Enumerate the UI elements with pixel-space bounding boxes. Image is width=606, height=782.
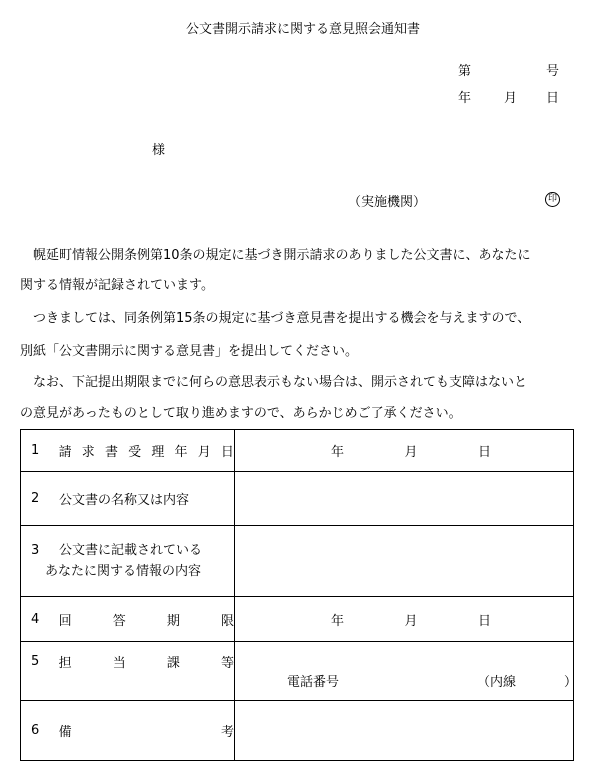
body-line-6: の意見があったものとして取り進めますので、あらかじめご了承ください。 [20, 406, 462, 421]
table-row-document-name [21, 472, 574, 526]
label-char: 備 [58, 725, 72, 740]
value-year: 年 [331, 445, 345, 460]
table-row-remarks [21, 701, 574, 761]
phone-label: 電話番号 [287, 675, 340, 690]
row-number: 5 [31, 654, 40, 669]
date-year: 年 [458, 91, 472, 106]
row-label-text [59, 721, 234, 740]
info-table [20, 429, 577, 761]
number-prefix: 第 [458, 64, 472, 79]
seal-mark: 印 [545, 192, 560, 207]
row-number: 1 [31, 443, 40, 458]
body-line-5: なお、下記提出期限までに何らの意思表示もない場合は、開示されても支障はないと [20, 375, 528, 390]
label-char: 回 [58, 613, 72, 629]
table-row-department [21, 642, 574, 701]
label-char: 課 [166, 656, 180, 671]
label-char: 日 [220, 445, 234, 460]
row-label-text [59, 441, 234, 460]
label-char: 書 [104, 445, 118, 460]
row-label [21, 597, 235, 642]
body-line-1: 幌延町情報公開条例第10条の規定に基づき開示請求のありました公文書に、あなたに [20, 248, 531, 263]
label-char: 考 [220, 725, 234, 740]
sender-label: （実施機関） [348, 195, 427, 210]
row-label-line-1: 公文書に記載されている [59, 543, 203, 558]
body-line-4: 別紙「公文書開示に関する意見書」を提出してください。 [20, 344, 359, 359]
row-label [21, 472, 235, 526]
value-day: 日 [477, 445, 491, 460]
label-char: 年 [174, 445, 188, 460]
addressee-suffix: 様 [152, 143, 166, 158]
label-char: 当 [112, 656, 126, 671]
body-line-2: 関する情報が記録されています。 [20, 278, 214, 293]
row-label [21, 526, 235, 597]
value-month: 月 [404, 613, 418, 629]
information-content-field[interactable] [235, 526, 574, 597]
extension-close: ） [563, 675, 577, 690]
label-char: 月 [197, 445, 211, 460]
label-char: 担 [58, 656, 72, 671]
table-row-information-content [21, 526, 574, 597]
row-number: 2 [31, 491, 40, 506]
remarks-field[interactable] [235, 701, 574, 761]
date-month: 月 [504, 91, 518, 106]
label-char: 求 [81, 445, 95, 460]
extension-open: （内線 [477, 675, 517, 690]
document-name-field[interactable] [235, 472, 574, 526]
table-row-response-deadline [21, 597, 574, 642]
row-number: 4 [31, 611, 40, 627]
table-row-receipt-date [21, 430, 574, 472]
label-char: 等 [220, 656, 234, 671]
row-label-text: 公文書の名称又は内容 [59, 493, 190, 508]
row-label [21, 430, 235, 472]
label-char: 理 [151, 445, 165, 460]
label-char: 請 [58, 445, 72, 460]
department-field[interactable] [235, 642, 577, 701]
row-label-line-2: あなたに関する情報の内容 [45, 564, 202, 579]
label-char: 期 [166, 613, 180, 629]
row-label-text [59, 610, 234, 629]
row-number: 3 [31, 543, 40, 558]
response-deadline-field[interactable] [235, 597, 574, 642]
number-suffix: 号 [546, 64, 560, 79]
value-day: 日 [477, 613, 491, 629]
value-year: 年 [331, 613, 345, 629]
row-label-text [59, 652, 234, 671]
label-char: 答 [112, 613, 126, 629]
body-line-3: つきましては、同条例第15条の規定に基づき意見書を提出する機会を与えますので、 [20, 311, 531, 326]
receipt-date-field[interactable] [235, 430, 574, 472]
label-char: 受 [128, 445, 142, 460]
value-month: 月 [404, 445, 418, 460]
row-label [21, 642, 235, 701]
label-char: 限 [220, 613, 234, 629]
date-day: 日 [546, 91, 560, 106]
document-title: 公文書開示請求に関する意見照会通知書 [185, 22, 420, 37]
row-number: 6 [31, 723, 40, 738]
row-label [21, 701, 235, 761]
